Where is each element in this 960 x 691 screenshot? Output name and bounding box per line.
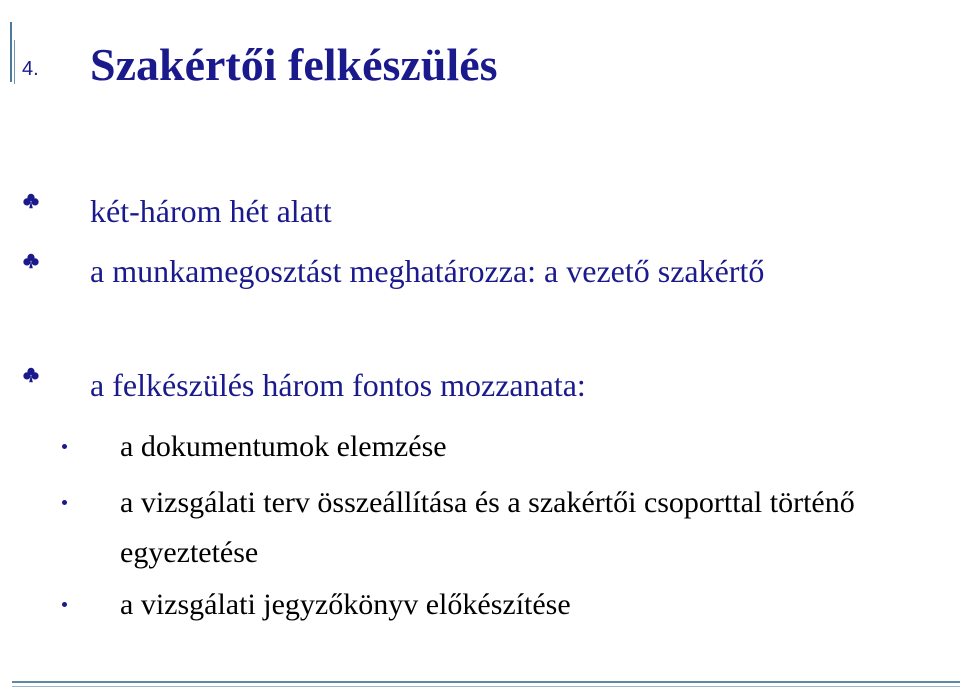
club-icon <box>22 252 40 270</box>
left-accent-rule <box>10 22 12 82</box>
bottom-rule <box>12 681 960 683</box>
bottom-rule-inner <box>12 686 960 687</box>
slide-title: Szakértői felkészülés <box>90 39 498 90</box>
subbullet-text: a vizsgálati jegyzőkönyv előkészítése <box>120 588 571 621</box>
bullet-dot-icon <box>62 500 67 505</box>
subbullet-text: a dokumentumok elemzése <box>120 430 447 463</box>
bullet-dot-icon <box>62 602 67 607</box>
club-icon <box>22 192 40 210</box>
subbullet-text: a vizsgálati terv összeállítása és a szakértői csoporttal történő egyeztetése <box>120 486 855 569</box>
bullet-text: a felkészülés három fontos mozzanata: <box>90 367 586 403</box>
bullet-text: két-három hét alatt <box>90 193 332 229</box>
slide-number: 4. <box>22 58 39 80</box>
club-icon <box>22 366 40 384</box>
bullet-text: a munkamegosztást meghatározza: a vezető szakértő <box>90 253 765 289</box>
bullet-dot-icon <box>62 444 67 449</box>
left-accent-rule-inner <box>14 40 15 84</box>
